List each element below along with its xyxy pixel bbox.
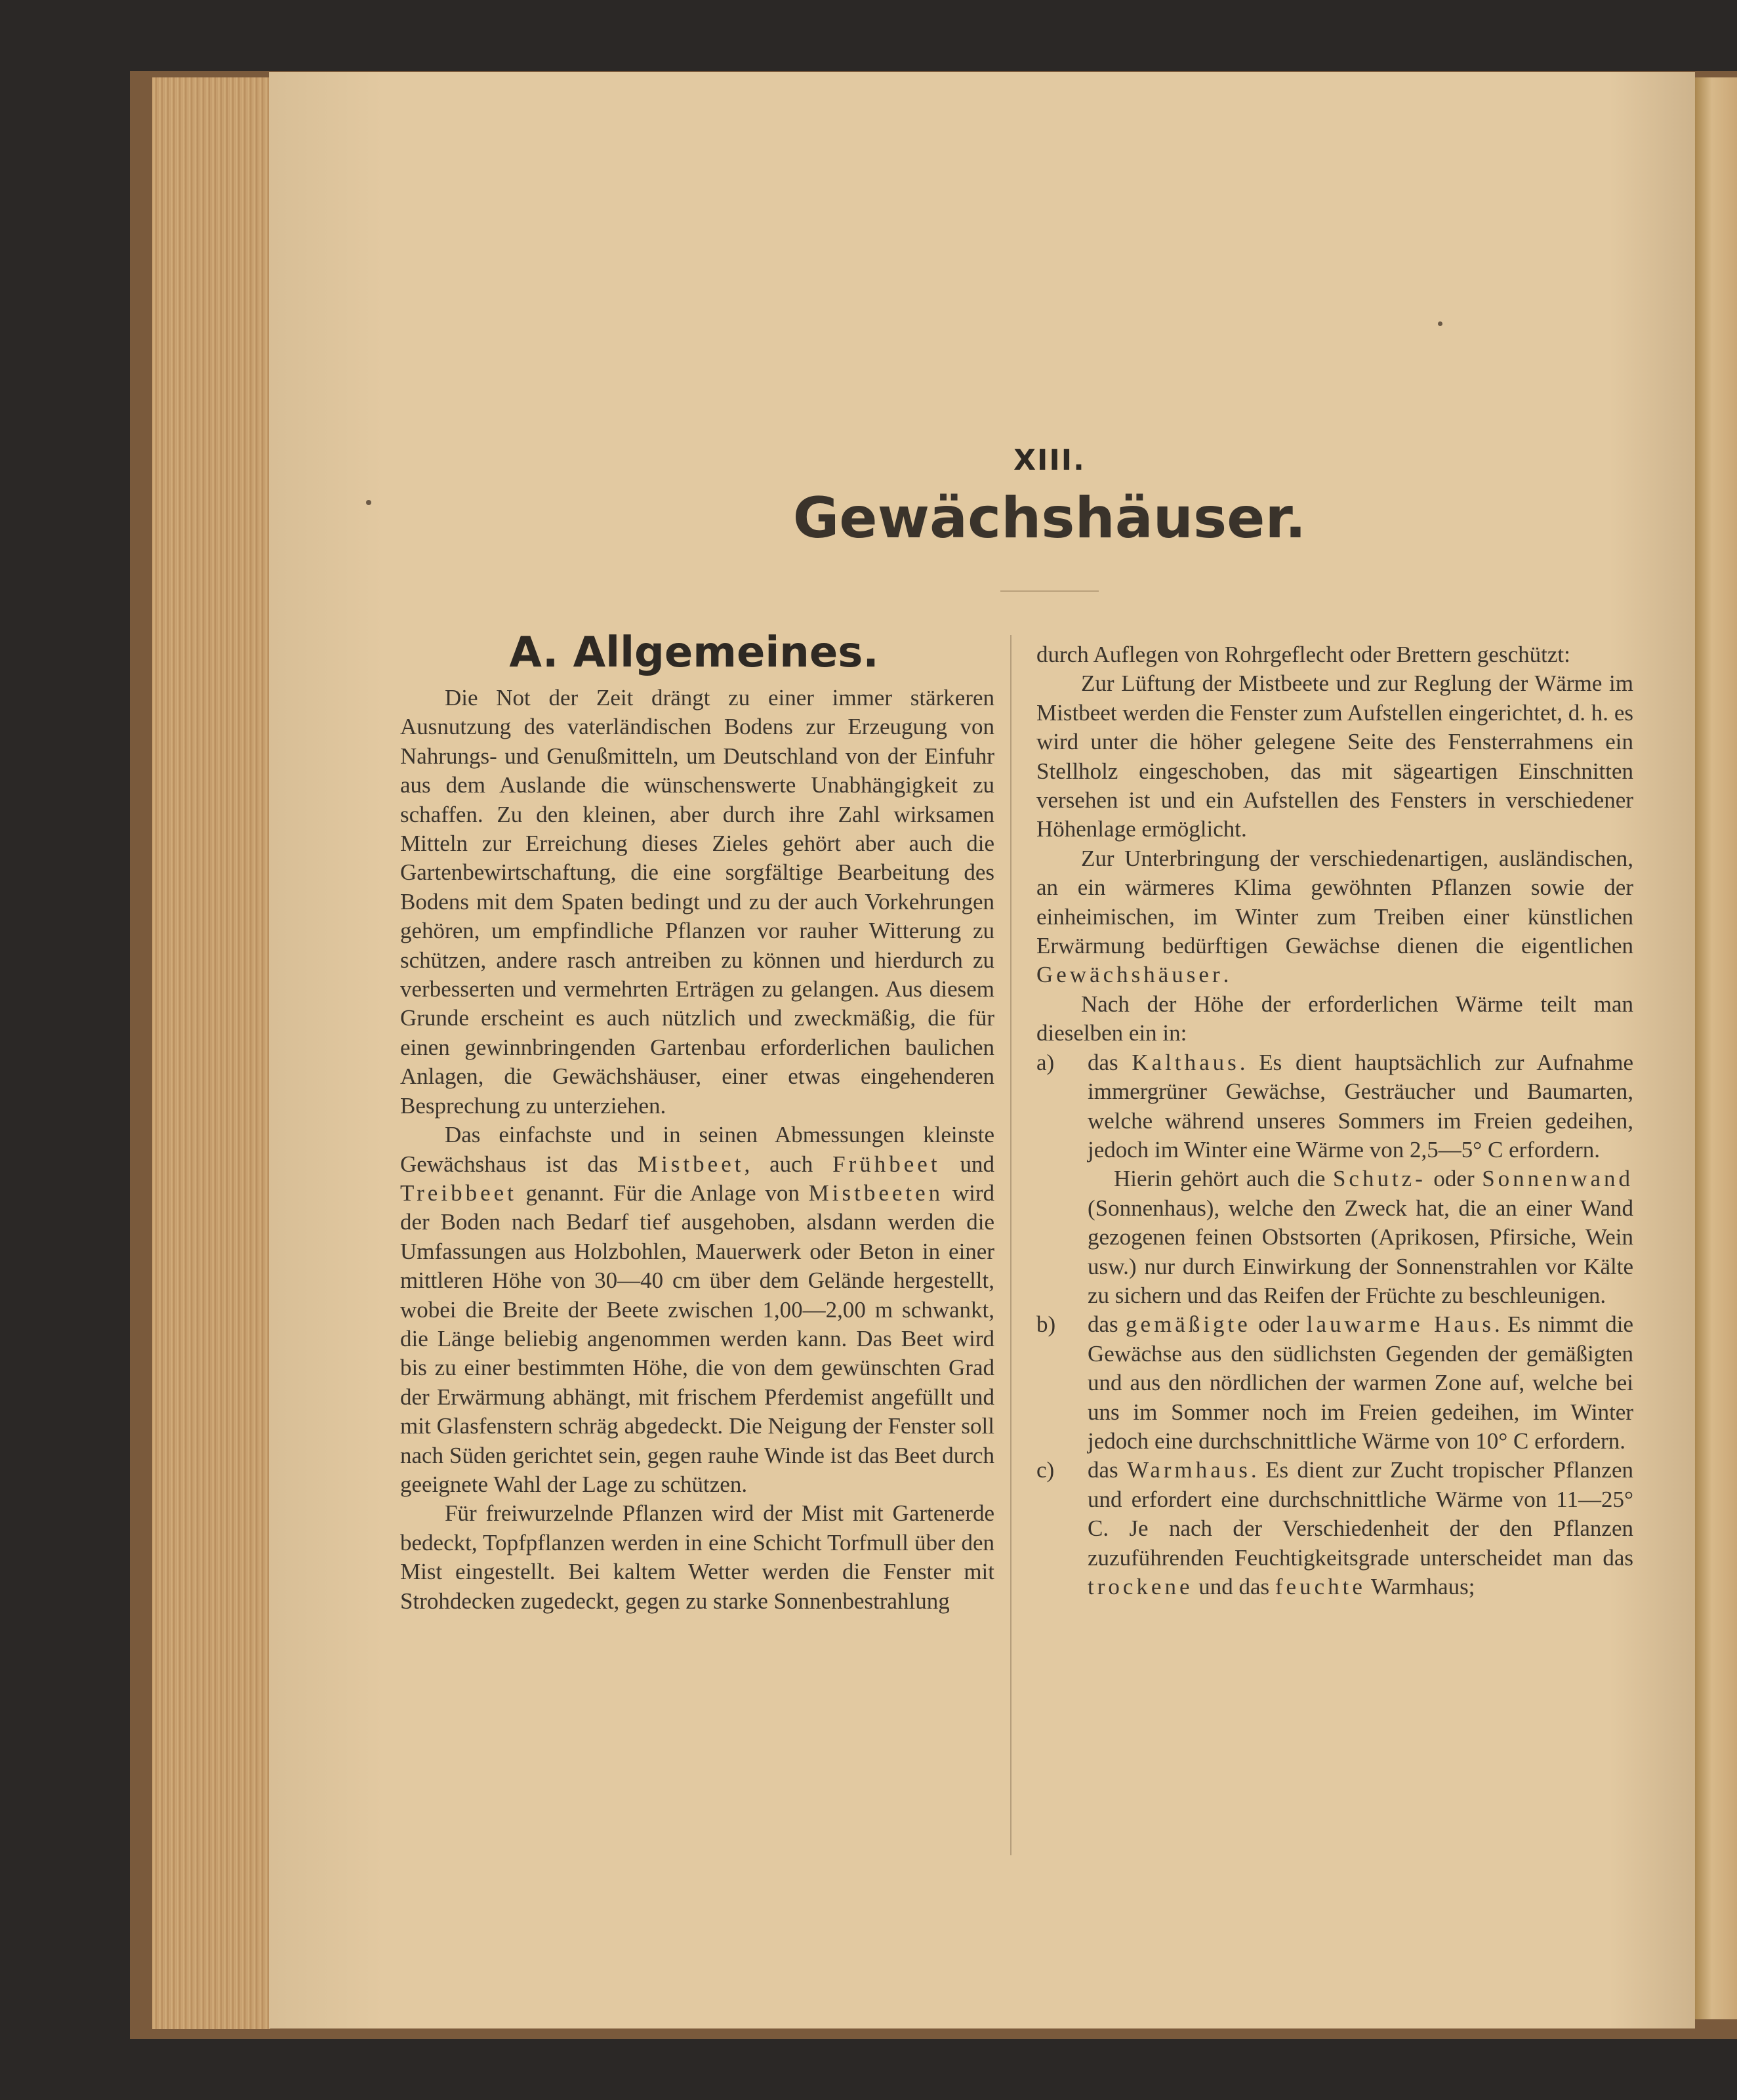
chapter-number: XIII. [1013, 443, 1086, 477]
spaced-term: Mistbeet [637, 1151, 745, 1177]
paragraph: Zur Lüftung der Mistbeete und zur Reglung der Wärme im Mistbeet werden die Fenster zum Aufstellen eingerichtet, d. h. es wird unter die höher gelegene Seite des Fensterrahmens ein Stellholz eingeschoben, das mit sägeartigen Einschnitten versehen ist und ein Aufstellen des Fensters in verschiedener Höhenlage ermöglicht. [1036, 670, 1633, 842]
spaced-term: Frühbeet [832, 1151, 941, 1177]
facing-page-edge [1695, 77, 1737, 2019]
spaced-term: Schutz- [1332, 1166, 1426, 1192]
title-divider [1000, 590, 1099, 592]
spaced-term: Warmhaus [1127, 1457, 1251, 1483]
paragraph: Die Not der Zeit drängt zu einer immer stärkeren Ausnutzung des vaterländischen Bodens zur Erzeugung von Nahrungs- und Genußmitteln, um Deutschland von der Einfuhr aus dem Auslande die wünschenswerte Unabhängigkeit zu schaffen. Zu den kleinen, aber durch ihre Zahl wirksamen Mitteln zur Erreichung dieses Zieles gehört aber auch die Gartenbewirtschaftung, die eine sorgfältige Bearbeitung des Bodens mit dem Spaten bedingt und zu der auch Vorkehrungen gehören, um empfindliche Pflanzen vor rauher Witterung zu schützen, andere rasch antreiben zu können und hierdurch zu verbesserten und vermehrten Erträgen zu gelangen. Aus diesem Grunde erscheint es auch nützlich und zweckmäßig, die für einen gewinnbringenden Gartenbau erforderlichen baulichen Anlagen, die Gewächshäuser, einer etwas eingehenderen Besprechung zu unterziehen. [400, 685, 994, 1119]
spaced-term: Treibbeet [400, 1180, 517, 1206]
list-item-b: b) das gemäßigte oder lauwarme Haus. Es nimmt die Gewächse aus den südlichsten Gegenden der gemäßigten und aus den nördlichen der warmen Zone auf, welche bei uns im Sommer noch im Freien gedeihen, im Winter jedoch eine durchschnittliche Wärme von 10° C erfordern. [1036, 1311, 1634, 1454]
column-divider [1010, 635, 1012, 1855]
section-heading: A. Allgemeines. [509, 628, 879, 677]
right-column [1036, 640, 1633, 1601]
list-item-c: c) das Warmhaus. Es dient zur Zucht tropischer Pflanzen und erfordert eine durchschnittliche Wärme von 11—25° C. Je nach der Verschiedenheit der den Pflanzen zuzuführenden Feuchtigkeitsgrade unterscheidet man das trockene und das feuchte Warmhaus; [1036, 1457, 1633, 1599]
paper-spot [1438, 321, 1442, 326]
spaced-term: trockene [1088, 1574, 1193, 1599]
left-column [400, 684, 994, 1616]
paragraph: Das einfachste und in seinen Abmessungen kleinste Gewächshaus ist das Mistbeet, auch Frühbeet und Treibbeet genannt. Für die Anlage von Mistbeeten wird der Boden nach Bedarf tief ausgehoben, alsdann werden die Umfassungen aus Holzbohlen, Mauerwerk oder Beton in einer mittleren Höhe von 30—40 cm über dem Gelände hergestellt, wobei die Breite der Beete zwischen 1,00—2,00 m schwankt, die Länge beliebig angenommen werden kann. Das Beet wird bis zu einer bestimmten Höhe, die von dem gewünschten Grad der Erwärmung abhängt, mit frischem Pferdemist angefüllt und mit Glasfenstern schräg abgedeckt. Die Neigung der Fenster soll nach Süden gerichtet sein, gegen rauhe Winde ist das Beet durch geeignete Wahl der Lage zu schützen. [400, 1122, 995, 1497]
paragraph: Für freiwurzelnde Pflanzen wird der Mist mit Gartenerde bedeckt, Topfpflanzen werden in eine Schicht Torfmull über den Mist eingestellt. Bei kaltem Wetter werden die Fenster mit Strohdecken zugedeckt, gegen zu starke Sonnenbestrahlung [400, 1500, 994, 1614]
paragraph-continued: durch Auflegen von Rohrgeflecht oder Brettern geschützt: [1036, 642, 1570, 667]
chapter-title: Gewächshäuser. [792, 485, 1307, 551]
list-marker: c) [1036, 1457, 1055, 1483]
spaced-term: lauwarme Haus [1306, 1311, 1495, 1338]
paragraph: Zur Unterbringung der verschiedenartigen, ausländischen, an ein wärmeres Klima gewöhnten Pflanzen sowie der einheimischen, im Winter zum Treiben einer künstlichen Erwärmung bedürftigen Gewächse dienen die eigentlichen Gewächshäuser. [1036, 845, 1633, 988]
list-marker: b) [1036, 1311, 1056, 1338]
list-item-a: a) das Kalthaus. Es dient hauptsächlich zur Aufnahme immergrüner Gewächse, Gesträucher und Baumarten, welche während unseres Sommers im Freien gedeihen, jedoch im Winter eine Wärme von 2,5—5° C erfordern. Hierin gehört auch die Schutz- oder Sonnenwand (Sonnenhaus), welche den Zweck hat, die an einer Wand gezogenen feinen Obstsorten (Aprikosen, Pfirsiche, Wein usw.) nur durch Einwirkung der Sonnenstrahlen vor Kälte zu sichern und das Reifen der Früchte zu beschleunigen. [1036, 1048, 1633, 1311]
spaced-term: Mistbeeten [808, 1180, 944, 1206]
spaced-term: Gewächshäuser [1036, 962, 1223, 988]
list-marker: a) [1036, 1049, 1055, 1075]
spaced-term: feuchte [1275, 1574, 1366, 1599]
spaced-term: Sonnenwand [1482, 1166, 1633, 1192]
paragraph: Nach der Höhe der erforderlichen Wärme teilt man dieselben ein in: [1036, 991, 1633, 1046]
page-edges [152, 77, 270, 2029]
spaced-term: Kalthaus [1132, 1049, 1240, 1075]
paper-spot [366, 500, 371, 505]
list-subparagraph: Hierin gehört auch die Schutz- oder Sonnenwand (Sonnenhaus), welche den Zweck hat, die an einer Wand gezogenen feinen Obstsorten (Aprikosen, Pfirsiche, Wein usw.) nur durch Einwirkung der Sonnenstrahlen vor Kälte zu sichern und das Reifen der Früchte zu beschleunigen. [1088, 1166, 1633, 1308]
spaced-term: gemäßigte [1126, 1311, 1251, 1338]
